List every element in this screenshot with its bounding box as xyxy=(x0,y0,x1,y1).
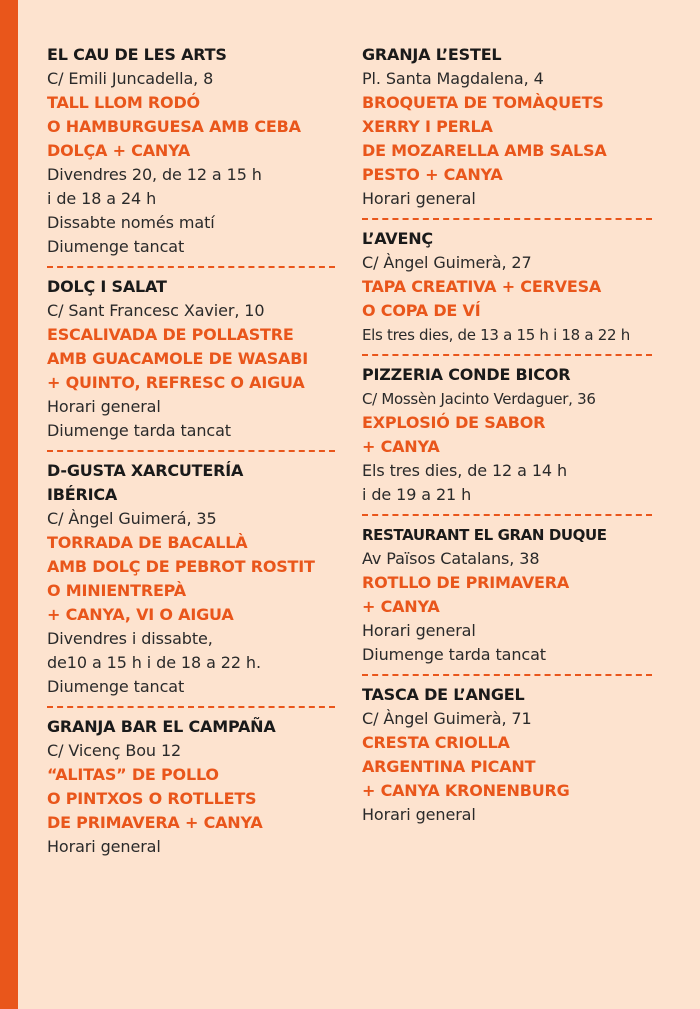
listing-address: C/ Emili Juncadella, 8 xyxy=(47,69,214,88)
listing-pizzeria-conde-bicor xyxy=(362,363,662,507)
listing-granja-lestel xyxy=(362,43,662,211)
listing-dish-line: XERRY I PERLA xyxy=(362,117,493,136)
listing-address: Pl. Santa Magdalena, 4 xyxy=(362,69,544,88)
listing-dish-line: CRESTA CRIOLLA xyxy=(362,733,510,752)
listing-hours-line: i de 18 a 24 h xyxy=(47,189,157,208)
listing-address: C/ Mossèn Jacinto Verdaguer, 36 xyxy=(362,390,596,408)
listing-dish-line: O COPA DE VÍ xyxy=(362,301,481,320)
listing-dish-line: TORRADA DE BACALLÀ xyxy=(47,533,248,552)
listing-address: C/ Àngel Guimerà, 71 xyxy=(362,709,532,728)
listing-hours-line: Diumenge tarda tancat xyxy=(362,645,546,664)
listing-dolc-i-salat xyxy=(47,275,342,443)
listing-name: L’AVENÇ xyxy=(362,229,433,248)
side-accent-bar xyxy=(0,0,18,1009)
dashed-divider xyxy=(47,266,335,268)
listing-dish-line: + CANYA xyxy=(362,437,440,456)
listing-restaurant-el-gran-duque xyxy=(362,523,662,667)
listing-dish-line: TAPA CREATIVA + CERVESA xyxy=(362,277,602,296)
listing-dish-line: O HAMBURGUESA AMB CEBA xyxy=(47,117,301,136)
listing-hours-line: Horari general xyxy=(362,189,476,208)
listing-hours-line: Horari general xyxy=(362,805,476,824)
listing-dish-line: DE PRIMAVERA + CANYA xyxy=(47,813,263,832)
dashed-divider xyxy=(47,706,335,708)
listing-tasca-de-langel xyxy=(362,683,662,827)
listing-address: Av Països Catalans, 38 xyxy=(362,549,540,568)
listing-name: RESTAURANT EL GRAN DUQUE xyxy=(362,526,607,544)
listing-dish-line: ESCALIVADA DE POLLASTRE xyxy=(47,325,294,344)
dashed-divider xyxy=(362,514,652,516)
listing-dish-line: O MINIENTREPÀ xyxy=(47,581,186,600)
listing-lavenc xyxy=(362,227,662,347)
listing-hours-line: Dissabte només matí xyxy=(47,213,215,232)
listing-dish-line: EXPLOSIÓ DE SABOR xyxy=(362,413,546,432)
listing-hours-line: Divendres 20, de 12 a 15 h xyxy=(47,165,262,184)
listing-hours-line: Horari general xyxy=(47,397,161,416)
listing-dish-line: + CANYA KRONENBURG xyxy=(362,781,570,800)
listing-hours-line: Els tres dies, de 12 a 14 h xyxy=(362,461,568,480)
listing-dish-line: ARGENTINA PICANT xyxy=(362,757,536,776)
listing-dish-line: + CANYA, VI O AIGUA xyxy=(47,605,234,624)
left-column xyxy=(47,43,342,859)
listing-hours-line: Diumenge tarda tancat xyxy=(47,421,231,440)
listing-hours-line: Diumenge tancat xyxy=(47,237,185,256)
listing-name: IBÉRICA xyxy=(47,485,118,504)
listing-name: GRANJA BAR EL CAMPAÑA xyxy=(47,717,276,736)
listing-dish-line: TALL LLOM RODÓ xyxy=(47,93,200,112)
listing-dish-line: “ALITAS” DE POLLO xyxy=(47,765,219,784)
listing-name: EL CAU DE LES ARTS xyxy=(47,45,227,64)
listing-dish-line: + QUINTO, REFRESC O AIGUA xyxy=(47,373,305,392)
listing-name: PIZZERIA CONDE BICOR xyxy=(362,365,571,384)
listing-address: C/ Àngel Guimerà, 27 xyxy=(362,253,532,272)
listing-address: C/ Àngel Guimerá, 35 xyxy=(47,509,217,528)
listing-hours-line: de10 a 15 h i de 18 a 22 h. xyxy=(47,653,261,672)
listing-hours-line: i de 19 a 21 h xyxy=(362,485,472,504)
listing-dish-line: BROQUETA DE TOMÀQUETS xyxy=(362,93,604,112)
listing-dish-line: + CANYA xyxy=(362,597,440,616)
listing-dish-line: ROTLLO DE PRIMAVERA xyxy=(362,573,570,592)
listing-name: D-GUSTA XARCUTERÍA xyxy=(47,461,244,480)
listing-el-cau-de-les-arts xyxy=(47,43,342,259)
listing-hours-line: Horari general xyxy=(47,837,161,856)
listing-address: C/ Vicenç Bou 12 xyxy=(47,741,182,760)
dashed-divider xyxy=(362,218,652,220)
listing-d-gusta-xarcuteria-iberica xyxy=(47,459,342,699)
dashed-divider xyxy=(362,674,652,676)
listing-hours-line: Horari general xyxy=(362,621,476,640)
listing-name: GRANJA L’ESTEL xyxy=(362,45,502,64)
listing-hours-line: Diumenge tancat xyxy=(47,677,185,696)
listing-dish-line: DOLÇA + CANYA xyxy=(47,141,191,160)
listing-dish-line: DE MOZARELLA AMB SALSA xyxy=(362,141,607,160)
listing-dish-line: O PINTXOS O ROTLLETS xyxy=(47,789,257,808)
listing-address: C/ Sant Francesc Xavier, 10 xyxy=(47,301,265,320)
listing-name: TASCA DE L’ANGEL xyxy=(362,685,525,704)
dashed-divider xyxy=(47,450,335,452)
listing-granja-bar-el-campana xyxy=(47,715,342,859)
listing-dish-line: AMB DOLÇ DE PEBROT ROSTIT xyxy=(47,557,315,576)
right-column xyxy=(362,43,662,827)
listing-dish-line: AMB GUACAMOLE DE WASABI xyxy=(47,349,308,368)
listing-name: DOLÇ I SALAT xyxy=(47,277,167,296)
listing-hours-line: Divendres i dissabte, xyxy=(47,629,213,648)
listing-dish-line: PESTO + CANYA xyxy=(362,165,503,184)
dashed-divider xyxy=(362,354,652,356)
listing-hours-line: Els tres dies, de 13 a 15 h i 18 a 22 h xyxy=(362,326,630,344)
